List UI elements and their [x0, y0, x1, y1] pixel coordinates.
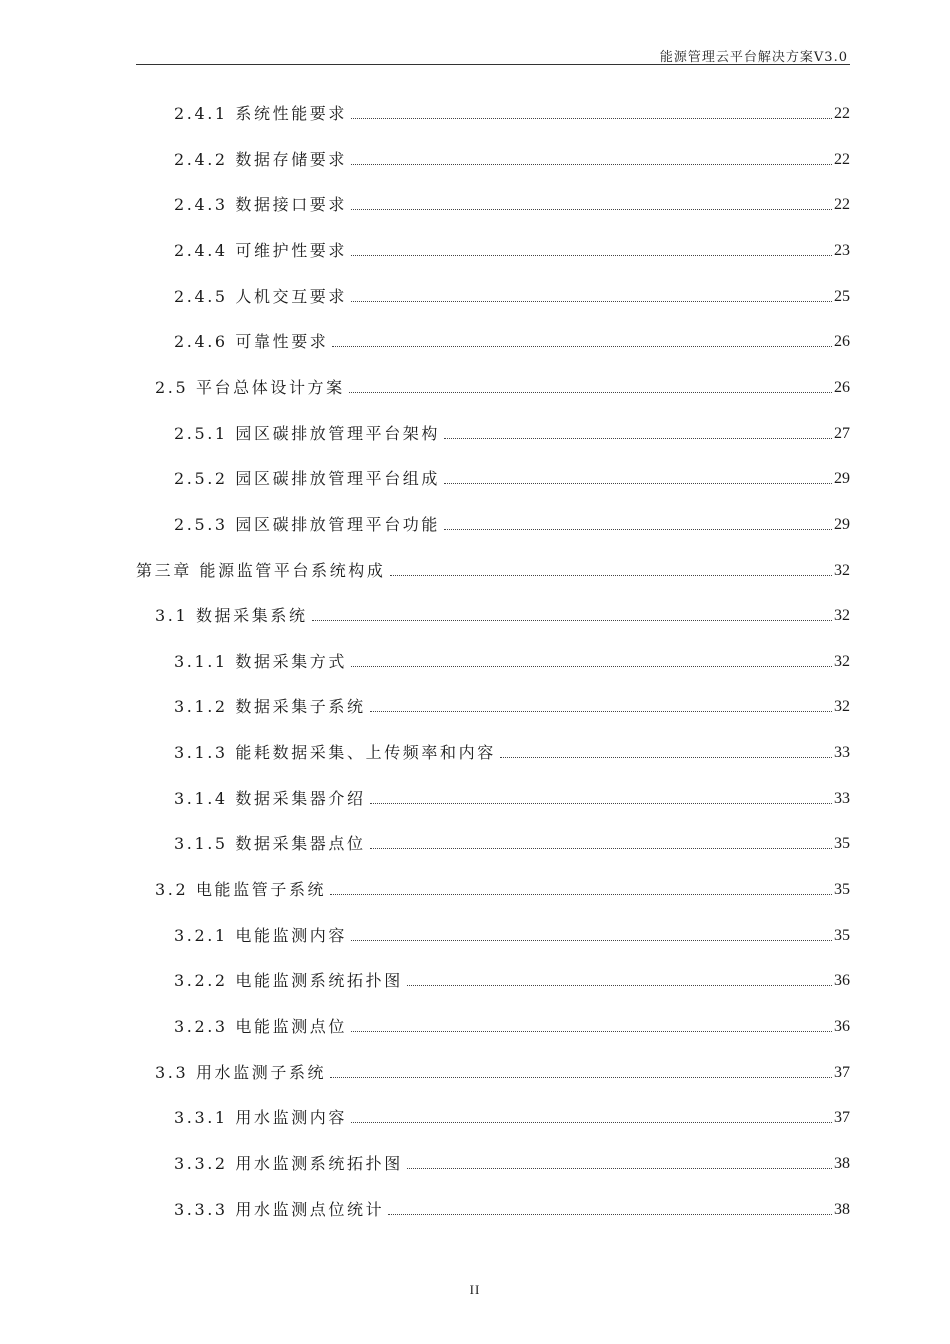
toc-entry-label	[155, 1063, 326, 1083]
toc-entry-label	[174, 150, 347, 170]
toc-entry-number: 3.1.2	[174, 697, 228, 717]
toc-entry[interactable]	[0, 509, 950, 535]
toc-entry-page: 32	[834, 607, 850, 625]
toc-dot-leader	[351, 208, 832, 210]
toc-entry-title: 园区碳排放管理平台功能	[235, 514, 441, 534]
toc-entry-label	[174, 195, 347, 215]
page-number: II	[469, 1282, 481, 1297]
toc-entry-page: 25	[834, 287, 850, 305]
toc-dot-leader	[351, 254, 832, 256]
toc-entry-number: 3.2.1	[174, 925, 228, 945]
toc-dot-leader	[370, 802, 832, 804]
toc-entry[interactable]	[0, 783, 950, 809]
toc-entry-page: 37	[834, 1109, 850, 1127]
toc-entry-page: 32	[834, 561, 850, 579]
toc-entry[interactable]	[0, 600, 950, 626]
toc-entry-title: 数据采集器介绍	[235, 788, 366, 808]
toc-entry[interactable]	[0, 1102, 950, 1128]
toc-entry-page: 26	[834, 333, 850, 351]
toc-entry-page: 36	[834, 1018, 850, 1035]
toc-entry-title: 园区碳排放管理平台组成	[235, 469, 441, 489]
toc-entry-title: 数据存储要求	[235, 149, 348, 169]
toc-dot-leader	[349, 391, 832, 393]
toc-dot-leader	[444, 528, 832, 530]
toc-entry-label	[174, 926, 347, 946]
toc-entry-number: 3.2.2	[174, 971, 228, 991]
toc-entry[interactable]	[0, 326, 950, 352]
toc-dot-leader	[388, 1213, 832, 1215]
toc-entry[interactable]	[0, 646, 950, 672]
toc-entry-title: 人机交互要求	[235, 286, 348, 306]
toc-entry-title: 电能监管子系统	[195, 880, 327, 900]
toc-entry-number: 2.4.4	[174, 240, 228, 260]
toc-entry-page: 22	[834, 196, 850, 214]
toc-entry[interactable]	[0, 737, 950, 763]
toc-entry-label	[155, 606, 308, 626]
toc-entry-label	[174, 1108, 347, 1128]
toc-dot-leader	[407, 984, 832, 986]
toc-dot-leader	[330, 893, 832, 895]
toc-entry-title: 用水监测子系统	[195, 1062, 327, 1082]
toc-entry-number: 2.4.1	[174, 104, 228, 123]
toc-entry-title: 用水监测内容	[235, 1108, 348, 1128]
toc-dot-leader	[351, 117, 832, 119]
toc-entry-title: 能源监管平台系统构成	[199, 560, 386, 580]
toc-entry-number: 3.1	[155, 606, 189, 626]
toc-entry-label	[174, 1017, 347, 1037]
toc-entry-title: 用水监测系统拓扑图	[235, 1153, 403, 1173]
toc-entry-label	[174, 1200, 384, 1220]
toc-entry-page: 35	[834, 835, 850, 853]
toc-entry-number: 3.1.1	[174, 651, 228, 671]
toc-entry-page: 27	[834, 424, 850, 442]
toc-entry-label	[174, 652, 347, 672]
toc-entry-label	[174, 834, 366, 854]
toc-entry-label	[174, 287, 347, 307]
toc-dot-leader	[351, 939, 832, 941]
toc-entry[interactable]	[0, 691, 950, 717]
toc-entry-page: 22	[834, 150, 850, 168]
toc-entry-label	[174, 515, 440, 535]
toc-entry-page: 33	[834, 789, 850, 807]
toc-entry-number: 3.1.4	[174, 788, 228, 808]
toc-dot-leader	[370, 847, 832, 849]
toc-entry-title: 平台总体设计方案	[195, 377, 345, 397]
toc-entry[interactable]	[0, 418, 950, 444]
toc-entry-title: 数据采集系统	[195, 606, 308, 626]
toc-entry-page: 29	[834, 470, 850, 488]
toc-entry[interactable]	[0, 98, 950, 124]
toc-dot-leader	[330, 1076, 832, 1078]
toc-entry[interactable]	[0, 189, 950, 215]
toc-entry-title: 可靠性要求	[235, 332, 329, 352]
toc-entry-page: 26	[834, 378, 850, 396]
toc-entry[interactable]	[0, 555, 950, 581]
toc-entry-number: 2.4.2	[174, 149, 228, 169]
toc-entry-number: 3.1.3	[174, 743, 228, 763]
toc-entry-label	[174, 743, 496, 763]
toc-entry[interactable]	[0, 1057, 950, 1083]
toc-entry-label	[174, 789, 366, 809]
toc-entry-number: 2.5.3	[174, 514, 228, 534]
toc-entry-title: 电能监测系统拓扑图	[235, 971, 403, 991]
toc-entry-title: 数据采集方式	[235, 651, 348, 671]
toc-entry-label	[174, 241, 347, 261]
toc-entry-page: 38	[834, 1200, 850, 1218]
toc-entry-number: 2.4.6	[174, 332, 228, 352]
toc-entry-label	[155, 880, 326, 900]
toc-entry-label	[174, 104, 347, 124]
toc-entry[interactable]	[0, 1194, 950, 1220]
toc-entry[interactable]	[0, 828, 950, 854]
toc-entry-page: 23	[834, 241, 850, 259]
toc-dot-leader	[351, 300, 832, 302]
toc-entry-title: 数据采集器点位	[235, 834, 366, 854]
toc-dot-leader	[500, 756, 832, 758]
toc-entry-page: 38	[834, 1154, 850, 1172]
toc-entry-title: 系统性能要求	[235, 104, 348, 123]
toc-entry-label	[174, 1154, 403, 1174]
toc-entry[interactable]	[0, 874, 950, 900]
toc-entry-number: 3.3.3	[174, 1199, 228, 1219]
toc-entry-number: 3.1.5	[174, 834, 228, 854]
toc-dot-leader	[351, 1030, 832, 1032]
toc-entry-page: 35	[834, 881, 850, 899]
toc-entry[interactable]	[0, 1148, 950, 1174]
toc-entry-number: 2.5	[155, 377, 189, 397]
toc-entry[interactable]	[0, 965, 950, 991]
toc-entry-label	[174, 971, 403, 991]
toc-dot-leader	[370, 710, 832, 712]
toc-entry[interactable]	[0, 1011, 950, 1037]
toc-entry-page: 35	[834, 926, 850, 944]
toc-dot-leader	[351, 163, 832, 165]
toc-entry[interactable]	[0, 463, 950, 489]
toc-dot-leader	[390, 574, 832, 576]
header-title: 能源管理云平台解决方案V3.0	[659, 50, 848, 65]
toc-entry-label	[174, 424, 440, 444]
toc-entry-label	[174, 697, 366, 717]
toc-entry[interactable]	[0, 281, 950, 307]
toc-entry-label	[174, 469, 440, 489]
toc-dot-leader	[332, 345, 832, 347]
page-header	[136, 44, 850, 65]
toc-entry-page: 37	[834, 1063, 850, 1081]
toc-entry-number: 2.4.3	[174, 195, 228, 215]
toc-entry-page: 33	[834, 744, 850, 762]
toc-entry-number: 3.3.1	[174, 1108, 228, 1128]
toc-dot-leader	[444, 482, 832, 484]
toc-entry[interactable]	[0, 235, 950, 261]
toc-entry-label	[155, 378, 345, 398]
toc-entry[interactable]	[0, 144, 950, 170]
toc-entry-title: 数据接口要求	[235, 195, 348, 215]
toc-entry-page: 32	[834, 652, 850, 670]
toc-entry-title: 能耗数据采集、上传频率和内容	[235, 743, 496, 763]
toc-entry-number: 2.5.1	[174, 423, 228, 443]
toc-entry-title: 数据采集子系统	[235, 697, 366, 717]
toc-entry-number: 第三章	[136, 560, 192, 580]
toc-dot-leader	[351, 665, 832, 667]
toc-entry-page: 32	[834, 698, 850, 716]
toc-entry-label	[174, 332, 328, 352]
toc-entry[interactable]	[0, 372, 950, 398]
toc-entry-title: 用水监测点位统计	[235, 1199, 385, 1219]
toc-dot-leader	[444, 437, 832, 439]
toc-entry-page: 29	[834, 515, 850, 533]
toc-dot-leader	[351, 1121, 832, 1123]
toc-entry-title: 园区碳排放管理平台架构	[235, 423, 441, 443]
toc-entry-title: 可维护性要求	[235, 240, 348, 260]
toc-entry-title: 电能监测点位	[235, 1017, 348, 1036]
toc-entry-label	[136, 561, 386, 581]
toc-entry-page: 36	[834, 972, 850, 990]
toc-entry-number: 3.2.3	[174, 1017, 228, 1036]
toc-entry-number: 3.3	[155, 1062, 189, 1082]
toc-entry-number: 3.2	[155, 880, 189, 900]
toc-entry-number: 2.4.5	[174, 286, 228, 306]
toc-entry[interactable]	[0, 920, 950, 946]
toc-dot-leader	[312, 619, 832, 621]
toc-entry-page: 22	[834, 105, 850, 122]
toc-entry-title: 电能监测内容	[235, 925, 348, 945]
toc-dot-leader	[407, 1167, 832, 1169]
toc-entry-number: 3.3.2	[174, 1153, 228, 1173]
toc-entry-number: 2.5.2	[174, 469, 228, 489]
